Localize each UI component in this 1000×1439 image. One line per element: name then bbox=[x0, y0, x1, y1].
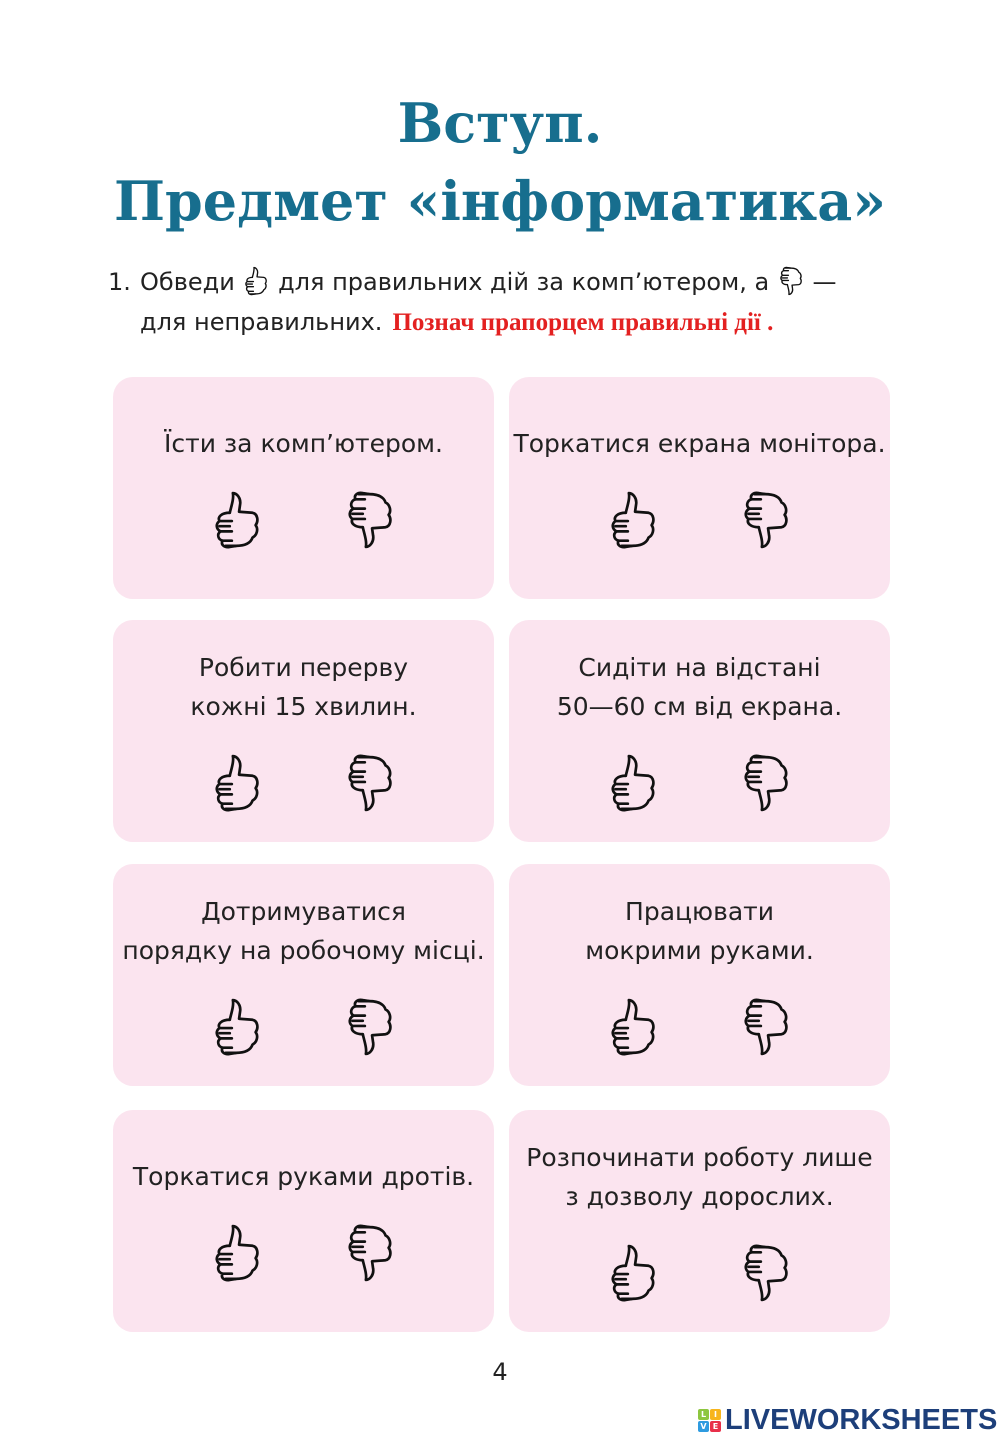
title-line-1: Вступ. bbox=[397, 91, 603, 155]
thumbs-down-icon bbox=[777, 266, 805, 296]
page-title bbox=[0, 84, 1000, 240]
action-card bbox=[113, 620, 494, 842]
action-card bbox=[113, 864, 494, 1086]
action-text: Їсти за комп’ютером. bbox=[164, 429, 443, 458]
action-card bbox=[509, 377, 890, 599]
thumbs-down-icon[interactable] bbox=[340, 753, 400, 813]
task-instruction-red: Познач прапорцем правильні дії . bbox=[392, 309, 774, 336]
logo-tile: L bbox=[698, 1409, 709, 1420]
action-card bbox=[113, 377, 494, 599]
action-card bbox=[113, 1110, 494, 1332]
thumbs-up-icon[interactable] bbox=[207, 753, 267, 813]
thumbs-up-icon bbox=[242, 266, 270, 296]
logo-text: LIVEWORKSHEETS bbox=[725, 1404, 998, 1436]
logo-tile: E bbox=[710, 1421, 721, 1432]
thumbs-down-icon[interactable] bbox=[340, 490, 400, 550]
thumbs-down-icon[interactable] bbox=[340, 1223, 400, 1283]
action-card bbox=[509, 864, 890, 1086]
action-text: Торкатися руками дротів. bbox=[132, 1162, 475, 1191]
thumbs-up-icon[interactable] bbox=[207, 997, 267, 1057]
liveworksheets-logo bbox=[698, 1404, 997, 1437]
action-text: Дотримуватися порядку на робочому місці. bbox=[122, 897, 485, 965]
thumbs-up-icon[interactable] bbox=[603, 997, 663, 1057]
thumbs-up-icon[interactable] bbox=[603, 1243, 663, 1303]
thumbs-up-icon[interactable] bbox=[603, 490, 663, 550]
action-text: Торкатися екрана монітора. bbox=[513, 429, 886, 458]
task-text: для неправильних. bbox=[140, 308, 383, 336]
action-text: Робити перерву кожні 15 хвилин. bbox=[190, 653, 417, 721]
thumbs-down-icon[interactable] bbox=[736, 997, 796, 1057]
thumbs-up-icon[interactable] bbox=[603, 753, 663, 813]
thumbs-up-icon[interactable] bbox=[207, 1223, 267, 1283]
action-text: Працювати мокрими руками. bbox=[585, 897, 814, 965]
task-text: Обведи bbox=[140, 268, 235, 296]
task-number: 1. bbox=[108, 268, 131, 296]
task-dash: — bbox=[812, 268, 837, 296]
page-number: 4 bbox=[492, 1358, 508, 1386]
thumbs-up-icon[interactable] bbox=[207, 490, 267, 550]
title-line-2: Предмет «інформатика» bbox=[113, 169, 887, 233]
task-text: для правильних дій за комп’ютером, а bbox=[278, 268, 770, 296]
logo-tiles bbox=[698, 1409, 721, 1432]
thumbs-down-icon[interactable] bbox=[340, 997, 400, 1057]
action-text: Сидіти на відстані 50—60 см від екрана. bbox=[556, 653, 843, 721]
thumbs-down-icon[interactable] bbox=[736, 1243, 796, 1303]
thumbs-down-icon[interactable] bbox=[736, 490, 796, 550]
task-instruction bbox=[108, 262, 908, 343]
action-card bbox=[509, 1110, 890, 1332]
logo-tile: I bbox=[710, 1409, 721, 1420]
thumbs-down-icon[interactable] bbox=[736, 753, 796, 813]
logo-tile: V bbox=[698, 1421, 709, 1432]
action-card bbox=[509, 620, 890, 842]
action-text: Розпочинати роботу лише з дозволу дорослих. bbox=[526, 1143, 873, 1211]
